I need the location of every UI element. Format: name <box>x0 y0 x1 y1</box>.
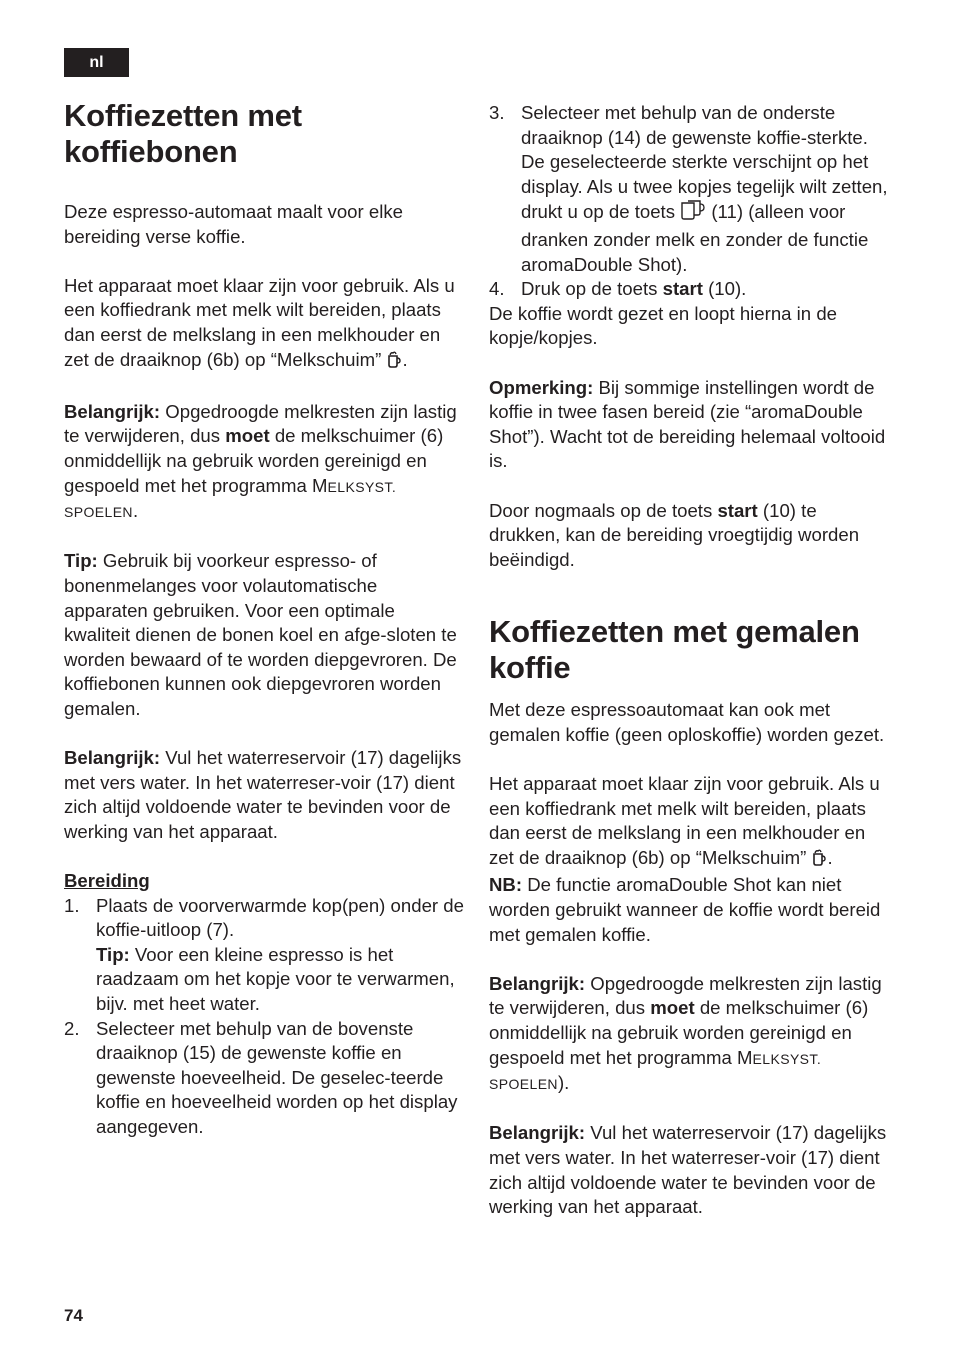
important-end: . <box>132 500 139 522</box>
step-tip-text: Voor een kleine espresso is het raadzaam om het kopje voor te verwarmen, bijv. met heet water. <box>96 943 455 1014</box>
preparation-heading-text: Bereiding <box>64 870 150 892</box>
step-4 <box>489 277 889 302</box>
step-number: 2. <box>64 1017 80 1039</box>
two-cups-icon <box>680 199 706 228</box>
step-number: 4. <box>489 278 505 300</box>
important-note-4 <box>489 1121 889 1219</box>
important-text-2: Vul het waterreservoir (17) dagelijks met vers water. In het waterreser-voir (17) dient zich altijd voldoende water te bevinden voor de werking van het apparaat. <box>64 747 462 842</box>
important-label-3: Belangrijk: <box>489 972 586 994</box>
important-label: Belangrijk: <box>64 400 161 422</box>
ready-text: Het apparaat moet klaar zijn voor gebruik. Als u een koffiedrank met melk wilt bereiden, plaats dan eerst de melkslang in een melkhouder en zet de draaiknop (6b) op “Melkschuim” <box>64 274 455 370</box>
important-text-b: de melkschuimer (6) onmiddellijk na gebruik worden gereinigd en gespoeld met het programma <box>64 425 444 496</box>
program-name-cap: M <box>312 474 328 496</box>
important-end-3: ). <box>557 1072 570 1094</box>
important-text-4: Vul het waterreservoir (17) dagelijks met vers water. In het waterreser-voir (17) dient zich altijd voldoende water te bevinden voor de werking van het apparaat. <box>489 1122 887 1218</box>
remark-label: Opmerking: <box>489 376 594 398</box>
preparation-steps <box>64 894 464 1140</box>
preparation-steps-continued <box>489 101 889 302</box>
remark-paragraph <box>489 376 889 474</box>
step-text: Selecteer met behulp van de bovenste draaiknop (15) de gewenste koffie en gewenste hoeveelheid. De geselec-teerde koffie en hoeveelheid worden op het display aangegeven. <box>96 1017 458 1137</box>
important-label-2: Belangrijk: <box>64 747 161 769</box>
preparation-heading <box>64 869 464 894</box>
program-name-cap-2: M <box>737 1046 753 1068</box>
start-key-label-2: start <box>717 499 758 521</box>
tip-paragraph <box>64 549 464 721</box>
important-note-1 <box>64 400 464 525</box>
ground-ready-paragraph <box>489 772 889 873</box>
left-column <box>64 98 464 1140</box>
important-text-3a: Opgedroogde melkresten zijn lastig te verwijderen, dus <box>489 972 882 1019</box>
section-title-ground-coffee: Koffiezetten met gemalen koffie <box>489 614 860 686</box>
tip-label: Tip: <box>64 550 98 572</box>
after-steps-paragraph: De koffie wordt gezet en loopt hierna in de kopje/kopjes. <box>489 302 837 349</box>
important-text-3b: de melkschuimer (6) onmiddellijk na gebruik worden gereinigd en gespoeld met het programma <box>489 997 869 1068</box>
step-text-b: (10). <box>702 278 747 300</box>
stop-paragraph <box>489 499 889 573</box>
step-text-b: (11) (alleen voor dranken zonder melk en zonder de functie aromaDouble Shot). <box>521 201 869 275</box>
ground-ready-end: . <box>827 846 833 868</box>
important-bold: moet <box>225 425 270 447</box>
important-text-a: Opgedroogde melkresten zijn lastig te verwijderen, dus <box>64 400 457 447</box>
step-text: Plaats de voorverwarmde kop(pen) onder de koffie-uitloop (7). <box>96 894 464 941</box>
remark-text: Bij sommige instellingen wordt de koffie in twee fasen bereid (zie “aromaDouble Shot”). Wacht tot de bereiding helemaal voltooid is. <box>489 376 886 472</box>
step-text-a: Selecteer met behulp van de onderste draaiknop (14) de gewenste koffie-sterkte. De geselecteerde sterkte verschijnt op het display. Als u twee kopjes tegelijk wilt zetten, drukt u op de toets <box>521 102 888 223</box>
tip-text: Gebruik bij voorkeur espresso- of bonenmelanges voor volautomatische apparaten gebruiken. Voor een optimale kwaliteit dienen de bonen koel en afge-sloten te worden bewaard of te worden diepgevroren. De koffiebonen kunnen ook diepgevroren worden gemalen. <box>64 550 457 719</box>
important-note-3 <box>489 972 889 1097</box>
step-2 <box>64 1017 464 1140</box>
right-column <box>489 101 889 1220</box>
ground-intro-paragraph: Met deze espressoautomaat kan ook met gemalen koffie (geen oploskoffie) worden gezet. <box>489 699 885 745</box>
language-tag: nl <box>64 48 129 77</box>
ready-paragraph <box>64 274 464 375</box>
page-number: 74 <box>64 1306 83 1325</box>
stop-text-b: (10) te drukken, kan de bereiding vroegtijdig worden beëindigd. <box>489 499 860 570</box>
intro-paragraph: Deze espresso-automaat maalt voor elke bereiding verse koffie. <box>64 201 403 247</box>
ready-end: . <box>402 348 408 370</box>
nb-text: De functie aromaDouble Shot kan niet worden gebruikt wanneer de koffie wordt bereid met gemalen koffie. <box>489 874 881 945</box>
nb-label: NB: <box>489 874 523 896</box>
important-label-4: Belangrijk: <box>489 1122 586 1144</box>
stop-text-a: Door nogmaals op de toets <box>489 499 718 521</box>
nb-paragraph <box>489 873 889 947</box>
step-3 <box>489 101 889 277</box>
step-number: 3. <box>489 102 505 123</box>
step-text-a: Druk op de toets <box>521 278 663 300</box>
step-1 <box>64 894 464 1017</box>
ground-ready-text: Het apparaat moet klaar zijn voor gebruik. Als u een koffiedrank met melk wilt bereiden, plaats dan eerst de melkslang in een melkhouder en zet de draaiknop (6b) op “Melkschuim” <box>489 773 880 868</box>
section-title-coffee-beans: Koffiezetten met koffiebonen <box>64 98 302 169</box>
program-name-rest: ELKSYST. SPOELEN <box>64 478 397 521</box>
step-tip-label: Tip: <box>96 943 130 965</box>
milk-froth-icon <box>386 350 402 376</box>
start-key-label: start <box>662 278 703 300</box>
milk-froth-icon <box>811 848 827 874</box>
important-bold-3: moet <box>650 997 695 1019</box>
important-note-2 <box>64 746 464 844</box>
step-number: 1. <box>64 894 80 916</box>
program-name-rest-2: ELKSYST. SPOELEN <box>489 1050 822 1093</box>
